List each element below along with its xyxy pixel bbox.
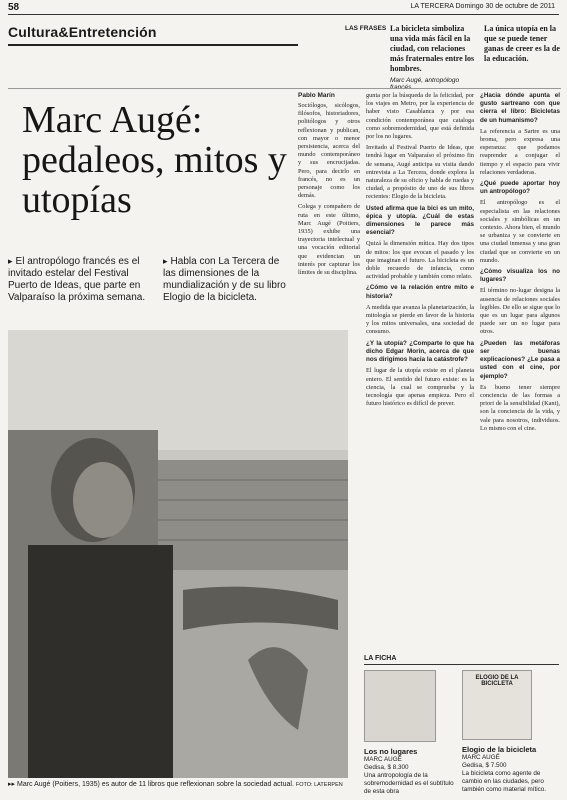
photo-marc-auge bbox=[8, 330, 348, 778]
las-frases-label: LAS FRASES bbox=[345, 25, 387, 32]
ficha-rule bbox=[364, 664, 559, 665]
answer-2: A medida que avanza la planetarización, la mitología se pierde en favor de la historia y los mitos universales, una sociedad de consumo. bbox=[366, 303, 474, 336]
rc-question-3: ¿Cómo visualiza los no lugares? bbox=[480, 268, 560, 284]
rc-answer-3: El término no-lugar designa la ausencia de relaciones sociales legibles. De ello se sigue que lo que es un lugar para algunos puede ser un no lugar para otros. bbox=[480, 287, 560, 336]
ficha-label: LA FICHA bbox=[364, 655, 397, 662]
rc-answer-4: Es bueno tener siempre conciencia de las formas a priori de la sensibilidad (Kant), son la conciencia de la vida, y vale para nosotros, individuos. Lo mismo con el cine. bbox=[480, 383, 560, 432]
caption-arrow-icon: ▸▸ bbox=[8, 781, 17, 788]
newspaper-dateline: LA TERCERA Domingo 30 de octubre de 2011 bbox=[410, 3, 555, 10]
book-cover-1 bbox=[364, 670, 436, 742]
text-column-3 bbox=[480, 92, 560, 652]
section-rule bbox=[8, 44, 298, 46]
book-1-title: Los no lugares bbox=[364, 747, 418, 756]
book-1-publisher: Gedisa, $ 8.300 bbox=[364, 764, 409, 771]
book-2-title: Elogio de la bicicleta bbox=[462, 745, 537, 754]
book-2-publisher: Gedisa, $ 7.500 bbox=[462, 762, 507, 769]
col2-para-2: Invitado al Festival Puerto de Ideas, que tendrá lugar en Valparaíso el próximo fin de semana, Augé anticipa su visita dando entrevista a La Tercera, donde explora la naturaleza de su oficio y habla de ruedas y ciudad, a propósito de uno de sus libros recientes: Elogio de la bicicleta. bbox=[366, 144, 474, 201]
book-cover-2 bbox=[462, 670, 532, 740]
rc-answer-1: La referencia a Sartre es una broma, pero expresa una esperanza: que podamos reaprender a conjugar el tiempo y el espacio para vivir relaciones verdaderas. bbox=[480, 127, 560, 176]
photo-credit: FOTO: LATERPEN bbox=[295, 782, 343, 788]
col1-para-2: Colega y compañero de ruta en este último, Marc Augé (Poitiers, 1935) exhibe una trayectoria intelectual y una vocación editorial que evidencian un interés por capturar los límites de su disciplina. bbox=[298, 203, 360, 277]
rc-question-1: ¿Hacia dónde apunta el gusto sartreano con que cierra el libro: Bicicletas de un humanismo? bbox=[480, 92, 560, 124]
arrow-icon: ▸ bbox=[163, 256, 168, 266]
question-2: ¿Cómo ve la relación entre mito e historia? bbox=[366, 284, 474, 300]
question-1: Usted afirma que la bici es un mito, épica y utopía. ¿Cuál de estas dimensiones le parece más esencial? bbox=[366, 204, 474, 237]
bullet-2 bbox=[163, 255, 293, 304]
page-number: 58 bbox=[8, 2, 20, 13]
quote-1-attribution: Marc Augé, antropólogo francés bbox=[390, 77, 460, 91]
byline: Pablo Marín bbox=[298, 92, 335, 99]
rc-question-4: ¿Pueden las metáforas ser buenas explicaciones? ¿Le pasa a usted con el cine, por ejemplo? bbox=[480, 339, 560, 380]
book-2-author: MARC AUGÉ bbox=[462, 754, 500, 761]
quotes-rule bbox=[8, 88, 561, 89]
caption-text: Marc Augé (Poitiers, 1935) es autor de 11 libros que reflexionan sobre la sociedad actual. bbox=[16, 781, 294, 788]
col2-para-1: gunta por la búsqueda de la felicidad, por los viajes en Metro, por la experiencia de haber visto Casablanca y por esa condición contemporánea que cataloga como sobremodernidad, que está definida por los no lugares. bbox=[366, 92, 474, 141]
rc-question-2: ¿Qué puede aportar hoy un antropólogo? bbox=[480, 180, 560, 196]
book-1-author: MARC AUGÉ bbox=[364, 756, 402, 763]
answer-1: Quizá la dimensión mítica. Hay dos tipos de mitos: los que evocan el pasado y los que imaginan el futuro. La bicicleta es un doble recuerdo de infancia, como actividad probable y también como relato. bbox=[366, 240, 474, 281]
quote-1 bbox=[390, 24, 478, 91]
quote-2 bbox=[484, 24, 560, 64]
answer-3: El lugar de la utopía existe en el planeta entero. El sentido del futuro existe: es la ciencia, la cual se comprueba y la tecnología que apenas empieza. Pero el futuro histórico es difícil de prever. bbox=[366, 367, 474, 408]
bullet-1 bbox=[8, 255, 158, 304]
book-card-2 bbox=[462, 670, 558, 794]
bullet-2-text: Habla con La Tercera de las dimensiones de la mundialización y de su libro Elogio de la bicicleta. bbox=[163, 256, 286, 303]
header-rule bbox=[8, 14, 559, 15]
book-2-cover-text: ELOGIO DE LA BICICLETA bbox=[475, 675, 519, 687]
article-title: Marc Augé: pedaleos, mitos y utopías bbox=[22, 99, 287, 221]
question-3: ¿Y la utopía? ¿Comparte lo que ha dicho Edgar Morin, acerca de que nos dirigimos hacia la catástrofe? bbox=[366, 339, 474, 364]
text-column-1 bbox=[298, 92, 360, 330]
book-2-desc: La bicicleta como agente de cambio en las ciudades, pero también como material mítico. bbox=[462, 770, 546, 793]
quote-1-text: La bicicleta simboliza una vida más fácil en la ciudad, con relaciones más fraternales entre los hombres. bbox=[390, 24, 475, 73]
section-title: Cultura&Entretención bbox=[8, 24, 157, 40]
photo-illustration bbox=[8, 330, 348, 778]
arrow-icon: ▸ bbox=[8, 256, 13, 266]
bullet-1-text: El antropólogo francés es el invitado estelar del Festival Puerto de Ideas, que parte en Valparaíso la próxima semana. bbox=[8, 256, 146, 303]
quote-2-text: La única utopía en la que se puede tener ganas de creer es la de la educación. bbox=[484, 24, 560, 63]
book-card-1 bbox=[364, 670, 454, 796]
col1-para-1: Sociólogos, sicólogos, filósofos, historiadores, politólogos y otros reflexionan y publican, con mayor o menor persistencia, acerca del mundo contemporáneo y sus encrucijadas. Pero, para decirlo en francés, no es un personaje como los demás. bbox=[298, 102, 360, 200]
rc-answer-2: El antropólogo es el especialista en las relaciones sociales y simbólicas en un contexto. Ahora bien, el mundo se urbaniza y se convierte en una ciudad inmensa y una gran ciudad que se convierte en un mundo. bbox=[480, 199, 560, 264]
text-column-2 bbox=[366, 92, 474, 652]
book-1-desc: Una antropología de la sobremodernidad es el subtítulo de esta obra bbox=[364, 772, 454, 795]
